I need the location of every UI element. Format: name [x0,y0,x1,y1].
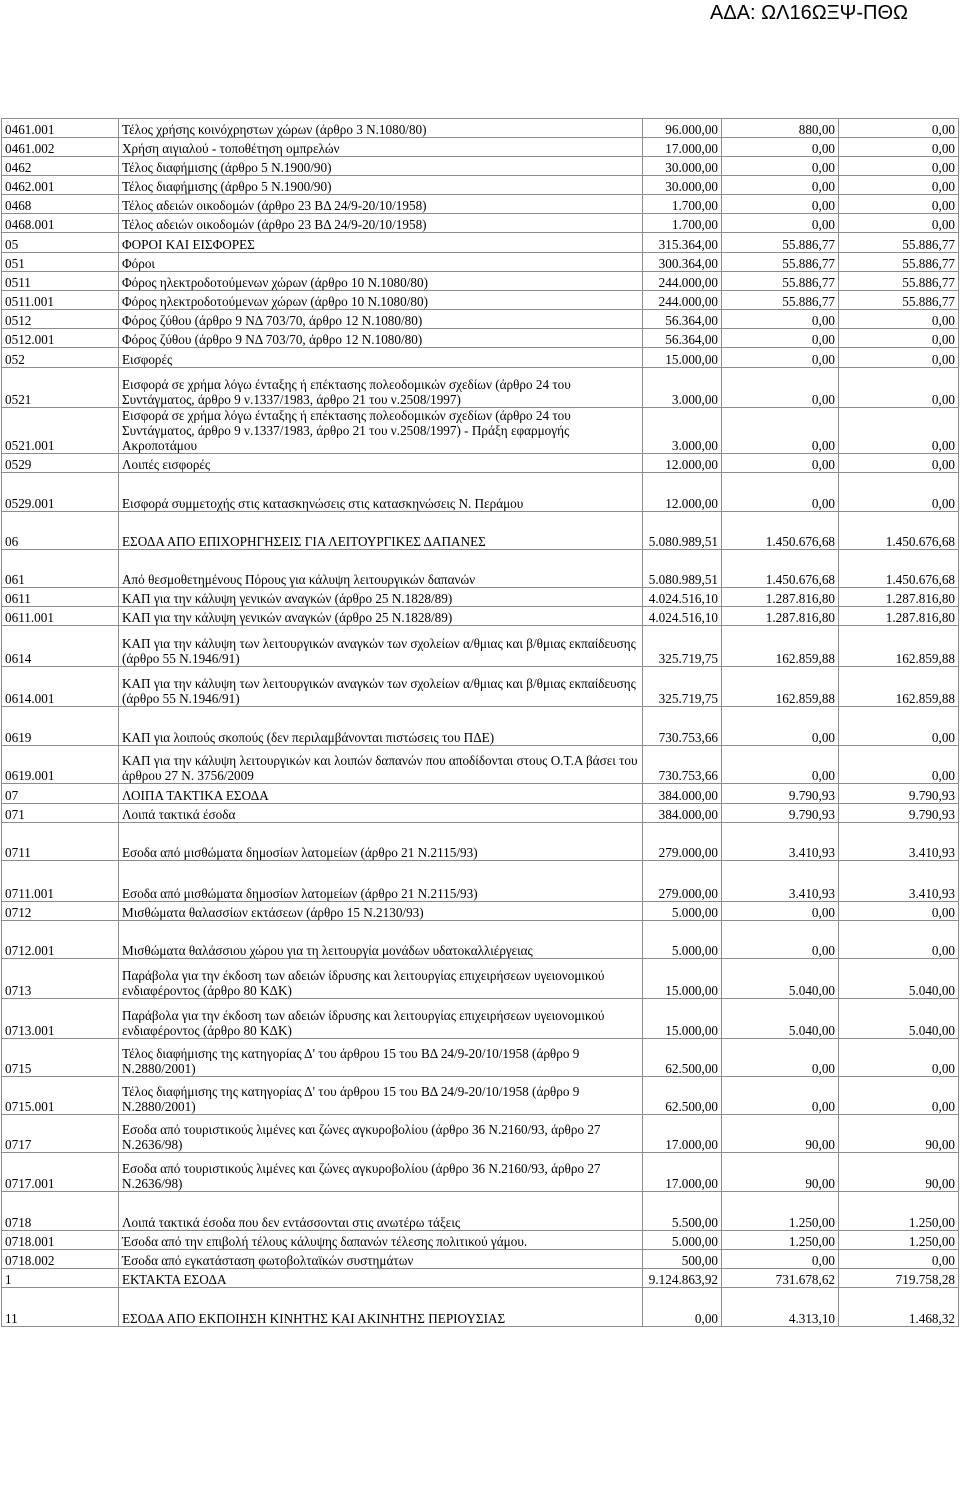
amount-cell: 384.000,00 [643,804,722,823]
table-row [2,921,959,959]
amount-cell: 0,00 [839,408,959,454]
amount-cell: 730.753,66 [643,707,722,746]
table-row [2,1250,959,1269]
description-cell: ΚΑΠ για την κάλυψη λειτουργικών και λοιπών δαπανών που αποδίδονται στους Ο.Τ.Α βάσει του άρθρου 27 Ν. 3756/2009 [119,746,643,784]
amount-cell: 55.886,77 [839,291,959,310]
amount-cell: 5.080.989,51 [643,512,722,550]
amount-cell: 0,00 [839,329,959,348]
table-row [2,707,959,746]
description-cell: Έσοδα από την επιβολή τέλους κάλυψης δαπανών τέλεσης πολιτικού γάμου. [119,1231,643,1250]
code-cell: 0614.001 [2,667,119,707]
table-row [2,607,959,626]
description-cell: Από θεσμοθετημένους Πόρους για κάλυψη λειτουργικών δαπανών [119,550,643,588]
amount-cell: 3.410,93 [839,823,959,861]
amount-cell: 880,00 [722,119,839,138]
code-cell: 0619 [2,707,119,746]
amount-cell: 3.410,93 [722,861,839,902]
code-cell: 06 [2,512,119,550]
description-cell: Εισφορά σε χρήμα λόγω ένταξης ή επέκτασης πολεοδομικών σχεδίων (άρθρο 24 του Συντάγματος, άρθρο 9 ν.1337/1983, άρθρο 21 του ν.2508/1997) [119,368,643,408]
description-cell: Φόρος ζύθου (άρθρο 9 ΝΔ 703/70, άρθρο 12 Ν.1080/80) [119,310,643,329]
description-cell: ΛΟΙΠΑ ΤΑΚΤΙΚΑ ΕΣΟΔΑ [119,784,643,804]
amount-cell: 384.000,00 [643,784,722,804]
amount-cell: 0,00 [722,1039,839,1077]
table-row [2,999,959,1039]
code-cell: 061 [2,550,119,588]
code-cell: 05 [2,233,119,253]
description-cell: Παράβολα για την έκδοση των αδειών ίδρυσης και λειτουργίας επιχειρήσεων υγειονομικού ενδιαφέροντος (άρθρο 80 ΚΔΚ) [119,999,643,1039]
code-cell: 0718 [2,1192,119,1231]
amount-cell: 162.859,88 [839,667,959,707]
description-cell: Εσοδα από τουριστικούς λιμένες και ζώνες αγκυροβολίου (άρθρο 36 Ν.2160/93, άρθρο 27 Ν.2636/98) [119,1153,643,1192]
description-cell: Τέλος διαφήμισης (άρθρο 5 Ν.1900/90) [119,157,643,176]
amount-cell: 0,00 [839,119,959,138]
amount-cell: 5.000,00 [643,1231,722,1250]
code-cell: 0529.001 [2,473,119,512]
table-row [2,119,959,138]
amount-cell: 0,00 [722,195,839,214]
code-cell: 0511.001 [2,291,119,310]
amount-cell: 4.024.516,10 [643,588,722,607]
amount-cell: 0,00 [643,1288,722,1327]
amount-cell: 90,00 [839,1115,959,1153]
amount-cell: 300.364,00 [643,253,722,272]
amount-cell: 0,00 [839,902,959,921]
code-cell: 0711.001 [2,861,119,902]
amount-cell: 0,00 [722,1077,839,1115]
amount-cell: 0,00 [722,707,839,746]
budget-table [1,118,959,1327]
table-row [2,626,959,667]
amount-cell: 0,00 [839,473,959,512]
amount-cell: 55.886,77 [722,272,839,291]
code-cell: 0462 [2,157,119,176]
amount-cell: 17.000,00 [643,1153,722,1192]
table-row [2,1269,959,1288]
amount-cell: 17.000,00 [643,1115,722,1153]
amount-cell: 9.124.863,92 [643,1269,722,1288]
amount-cell: 719.758,28 [839,1269,959,1288]
amount-cell: 56.364,00 [643,310,722,329]
table-row [2,291,959,310]
table-row [2,588,959,607]
table-row [2,233,959,253]
amount-cell: 1.287.816,80 [839,588,959,607]
amount-cell: 62.500,00 [643,1039,722,1077]
amount-cell: 5.040,00 [722,959,839,999]
table-row [2,1077,959,1115]
description-cell: ΦΟΡΟΙ ΚΑΙ ΕΙΣΦΟΡΕΣ [119,233,643,253]
code-cell: 0521.001 [2,408,119,454]
amount-cell: 0,00 [839,1039,959,1077]
amount-cell: 279.000,00 [643,823,722,861]
amount-cell: 1.450.676,68 [839,512,959,550]
description-cell: Φόρος ηλεκτροδοτούμενων χώρων (άρθρο 10 Ν.1080/80) [119,272,643,291]
table-row [2,550,959,588]
description-cell: Μισθώματα θαλασσίων εκτάσεων (άρθρο 15 Ν.2130/93) [119,902,643,921]
description-cell: Εισφορά συμμετοχής στις κατασκηνώσεις στις κατασκηνώσεις Ν. Περάμου [119,473,643,512]
table-row [2,214,959,233]
amount-cell: 55.886,77 [839,233,959,253]
amount-cell: 30.000,00 [643,157,722,176]
code-cell: 0461.001 [2,119,119,138]
amount-cell: 15.000,00 [643,348,722,368]
table-row [2,1231,959,1250]
amount-cell: 5.000,00 [643,902,722,921]
code-cell: 0611.001 [2,607,119,626]
description-cell: Παράβολα για την έκδοση των αδειών ίδρυσης και λειτουργίας επιχειρήσεων υγειονομικού ενδιαφέροντος (άρθρο 80 ΚΔΚ) [119,959,643,999]
amount-cell: 0,00 [722,902,839,921]
amount-cell: 0,00 [722,1250,839,1269]
amount-cell: 279.000,00 [643,861,722,902]
amount-cell: 0,00 [722,176,839,195]
code-cell: 0713 [2,959,119,999]
table-row [2,473,959,512]
amount-cell: 0,00 [722,921,839,959]
table-row [2,1039,959,1077]
amount-cell: 0,00 [722,310,839,329]
amount-cell: 55.886,77 [839,272,959,291]
code-cell: 052 [2,348,119,368]
amount-cell: 15.000,00 [643,959,722,999]
amount-cell: 12.000,00 [643,454,722,473]
amount-cell: 0,00 [722,157,839,176]
amount-cell: 1.250,00 [839,1192,959,1231]
amount-cell: 1.450.676,68 [722,512,839,550]
table-row [2,348,959,368]
amount-cell: 0,00 [839,921,959,959]
amount-cell: 30.000,00 [643,176,722,195]
amount-cell: 244.000,00 [643,291,722,310]
code-cell: 0718.002 [2,1250,119,1269]
amount-cell: 9.790,93 [722,804,839,823]
code-cell: 0468.001 [2,214,119,233]
amount-cell: 731.678,62 [722,1269,839,1288]
amount-cell: 0,00 [839,1250,959,1269]
code-cell: 0712.001 [2,921,119,959]
amount-cell: 9.790,93 [839,804,959,823]
description-cell: Τέλος αδειών οικοδομών (άρθρο 23 ΒΔ 24/9-20/10/1958) [119,195,643,214]
amount-cell: 17.000,00 [643,138,722,157]
code-cell: 0718.001 [2,1231,119,1250]
description-cell: Φόρος ζύθου (άρθρο 9 ΝΔ 703/70, άρθρο 12 Ν.1080/80) [119,329,643,348]
code-cell: 0715 [2,1039,119,1077]
amount-cell: 5.040,00 [722,999,839,1039]
amount-cell: 0,00 [839,368,959,408]
code-cell: 0462.001 [2,176,119,195]
table-row [2,368,959,408]
code-cell: 0461.002 [2,138,119,157]
amount-cell: 1.250,00 [722,1231,839,1250]
amount-cell: 0,00 [722,454,839,473]
description-cell: ΚΑΠ για την κάλυψη των λειτουργικών αναγκών των σχολείων α/θμιας και β/θμιας εκπαίδευσης (άρθρο 55 Ν.1946/91) [119,667,643,707]
amount-cell: 162.859,88 [722,667,839,707]
description-cell: Μισθώματα θαλάσσιου χώρου για τη λειτουργία μονάδων υδατοκαλλιέργειας [119,921,643,959]
amount-cell: 0,00 [839,746,959,784]
amount-cell: 0,00 [839,1077,959,1115]
amount-cell: 0,00 [722,214,839,233]
amount-cell: 55.886,77 [722,253,839,272]
description-cell: Φόρος ηλεκτροδοτούμενων χώρων (άρθρο 10 Ν.1080/80) [119,291,643,310]
description-cell: Εισφορά σε χρήμα λόγω ένταξης ή επέκτασης πολεοδομικών σχεδίων (άρθρο 24 του Συντάγματος, άρθρο 9 ν.1337/1983, άρθρο 21 του ν.2508/1997) - Πράξη εφαρμογής Ακροποτάμου [119,408,643,454]
amount-cell: 1.287.816,80 [722,607,839,626]
amount-cell: 0,00 [839,454,959,473]
code-cell: 0614 [2,626,119,667]
code-cell: 0712 [2,902,119,921]
description-cell: Χρήση αιγιαλού - τοποθέτηση ομπρελών [119,138,643,157]
code-cell: 0512.001 [2,329,119,348]
amount-cell: 0,00 [839,157,959,176]
description-cell: Εισφορές [119,348,643,368]
table-row [2,1288,959,1327]
amount-cell: 1.468,32 [839,1288,959,1327]
description-cell: Τέλος διαφήμισης (άρθρο 5 Ν.1900/90) [119,176,643,195]
amount-cell: 0,00 [722,746,839,784]
amount-cell: 0,00 [839,176,959,195]
table-row [2,157,959,176]
amount-cell: 0,00 [839,310,959,329]
amount-cell: 0,00 [722,329,839,348]
code-cell: 07 [2,784,119,804]
description-cell: ΕΣΟΔΑ ΑΠΟ ΕΠΙΧΟΡΗΓΗΣΕΙΣ ΓΙΑ ΛΕΙΤΟΥΡΓΙΚΕΣ ΔΑΠΑΝΕΣ [119,512,643,550]
table-row [2,902,959,921]
amount-cell: 315.364,00 [643,233,722,253]
description-cell: ΚΑΠ για την κάλυψη γενικών αναγκών (άρθρο 25 Ν.1828/89) [119,588,643,607]
table-row [2,408,959,454]
description-cell: Τέλος διαφήμισης της κατηγορίας Δ' του άρθρου 15 του ΒΔ 24/9-20/10/1958 (άρθρο 9 Ν.2880/2001) [119,1077,643,1115]
description-cell: Λοιπά τακτικά έσοδα που δεν εντάσσονται στις ανωτέρω τάξεις [119,1192,643,1231]
amount-cell: 325.719,75 [643,626,722,667]
amount-cell: 0,00 [722,348,839,368]
amount-cell: 9.790,93 [839,784,959,804]
amount-cell: 4.313,10 [722,1288,839,1327]
amount-cell: 1.700,00 [643,214,722,233]
amount-cell: 5.040,00 [839,959,959,999]
amount-cell: 162.859,88 [839,626,959,667]
description-cell: Λοιπές εισφορές [119,454,643,473]
amount-cell: 162.859,88 [722,626,839,667]
code-cell: 0529 [2,454,119,473]
amount-cell: 0,00 [722,368,839,408]
amount-cell: 244.000,00 [643,272,722,291]
amount-cell: 0,00 [839,195,959,214]
amount-cell: 0,00 [839,348,959,368]
code-cell: 0512 [2,310,119,329]
description-cell: Τέλος διαφήμισης της κατηγορίας Δ' του άρθρου 15 του ΒΔ 24/9-20/10/1958 (άρθρο 9 Ν.2880/2001) [119,1039,643,1077]
table-row [2,329,959,348]
description-cell: Εσοδα από μισθώματα δημοσίων λατομείων (άρθρο 21 Ν.2115/93) [119,823,643,861]
amount-cell: 55.886,77 [839,253,959,272]
amount-cell: 55.886,77 [722,291,839,310]
table-row [2,195,959,214]
amount-cell: 62.500,00 [643,1077,722,1115]
amount-cell: 3.410,93 [722,823,839,861]
amount-cell: 9.790,93 [722,784,839,804]
table-row [2,272,959,291]
description-cell: Εσοδα από μισθώματα δημοσίων λατομείων (άρθρο 21 Ν.2115/93) [119,861,643,902]
amount-cell: 1.250,00 [722,1192,839,1231]
table-row [2,253,959,272]
description-cell: Εσοδα από τουριστικούς λιμένες και ζώνες αγκυροβολίου (άρθρο 36 Ν.2160/93, άρθρο 27 Ν.2636/98) [119,1115,643,1153]
code-cell: 071 [2,804,119,823]
code-cell: 0715.001 [2,1077,119,1115]
amount-cell: 3.000,00 [643,408,722,454]
table-row [2,861,959,902]
code-cell: 0713.001 [2,999,119,1039]
amount-cell: 5.000,00 [643,921,722,959]
description-cell: ΕΣΟΔΑ ΑΠΟ ΕΚΠΟΙΗΣΗ ΚΙΝΗΤΗΣ ΚΑΙ ΑΚΙΝΗΤΗΣ ΠΕΡΙΟΥΣΙΑΣ [119,1288,643,1327]
table-row [2,1115,959,1153]
amount-cell: 90,00 [722,1115,839,1153]
description-cell: Λοιπά τακτικά έσοδα [119,804,643,823]
amount-cell: 0,00 [839,138,959,157]
description-cell: Τέλος αδειών οικοδομών (άρθρο 23 ΒΔ 24/9-20/10/1958) [119,214,643,233]
code-cell: 051 [2,253,119,272]
amount-cell: 3.410,93 [839,861,959,902]
amount-cell: 0,00 [839,214,959,233]
code-cell: 0521 [2,368,119,408]
amount-cell: 0,00 [722,138,839,157]
amount-cell: 15.000,00 [643,999,722,1039]
table-row [2,1192,959,1231]
amount-cell: 1.287.816,80 [839,607,959,626]
amount-cell: 3.000,00 [643,368,722,408]
amount-cell: 96.000,00 [643,119,722,138]
table-row [2,746,959,784]
amount-cell: 90,00 [722,1153,839,1192]
amount-cell: 1.250,00 [839,1231,959,1250]
amount-cell: 0,00 [722,408,839,454]
amount-cell: 0,00 [722,473,839,512]
table-row [2,454,959,473]
amount-cell: 90,00 [839,1153,959,1192]
description-cell: Έσοδα από εγκατάσταση φωτοβολταϊκών συστημάτων [119,1250,643,1269]
amount-cell: 55.886,77 [722,233,839,253]
description-cell: Φόροι [119,253,643,272]
description-cell: ΚΑΠ για λοιπούς σκοπούς (δεν περιλαμβάνονται πιστώσεις του ΠΔΕ) [119,707,643,746]
amount-cell: 56.364,00 [643,329,722,348]
code-cell: 0717.001 [2,1153,119,1192]
amount-cell: 1.450.676,68 [839,550,959,588]
code-cell: 0717 [2,1115,119,1153]
table-row [2,512,959,550]
table-row [2,804,959,823]
description-cell: Τέλος χρήσης κοινόχρηστων χώρων (άρθρο 3 Ν.1080/80) [119,119,643,138]
amount-cell: 500,00 [643,1250,722,1269]
table-row [2,959,959,999]
amount-cell: 4.024.516,10 [643,607,722,626]
code-cell: 0619.001 [2,746,119,784]
description-cell: ΕΚΤΑΚΤΑ ΕΣΟΔΑ [119,1269,643,1288]
amount-cell: 1.287.816,80 [722,588,839,607]
description-cell: ΚΑΠ για την κάλυψη γενικών αναγκών (άρθρο 25 Ν.1828/89) [119,607,643,626]
amount-cell: 5.500,00 [643,1192,722,1231]
code-cell: 1 [2,1269,119,1288]
amount-cell: 1.700,00 [643,195,722,214]
amount-cell: 730.753,66 [643,746,722,784]
table-row [2,1153,959,1192]
code-cell: 0711 [2,823,119,861]
ada-number: ΑΔΑ: ΩΛ16ΩΞΨ-ΠΘΩ [710,2,908,24]
table-row [2,176,959,195]
amount-cell: 5.040,00 [839,999,959,1039]
code-cell: 0468 [2,195,119,214]
amount-cell: 325.719,75 [643,667,722,707]
amount-cell: 1.450.676,68 [722,550,839,588]
table-row [2,310,959,329]
amount-cell: 12.000,00 [643,473,722,512]
code-cell: 11 [2,1288,119,1327]
table-row [2,784,959,804]
code-cell: 0511 [2,272,119,291]
amount-cell: 0,00 [839,707,959,746]
table-row [2,138,959,157]
amount-cell: 5.080.989,51 [643,550,722,588]
code-cell: 0611 [2,588,119,607]
table-row [2,823,959,861]
table-row [2,667,959,707]
description-cell: ΚΑΠ για την κάλυψη των λειτουργικών αναγκών των σχολείων α/θμιας και β/θμιας εκπαίδευσης (άρθρο 55 Ν.1946/91) [119,626,643,667]
